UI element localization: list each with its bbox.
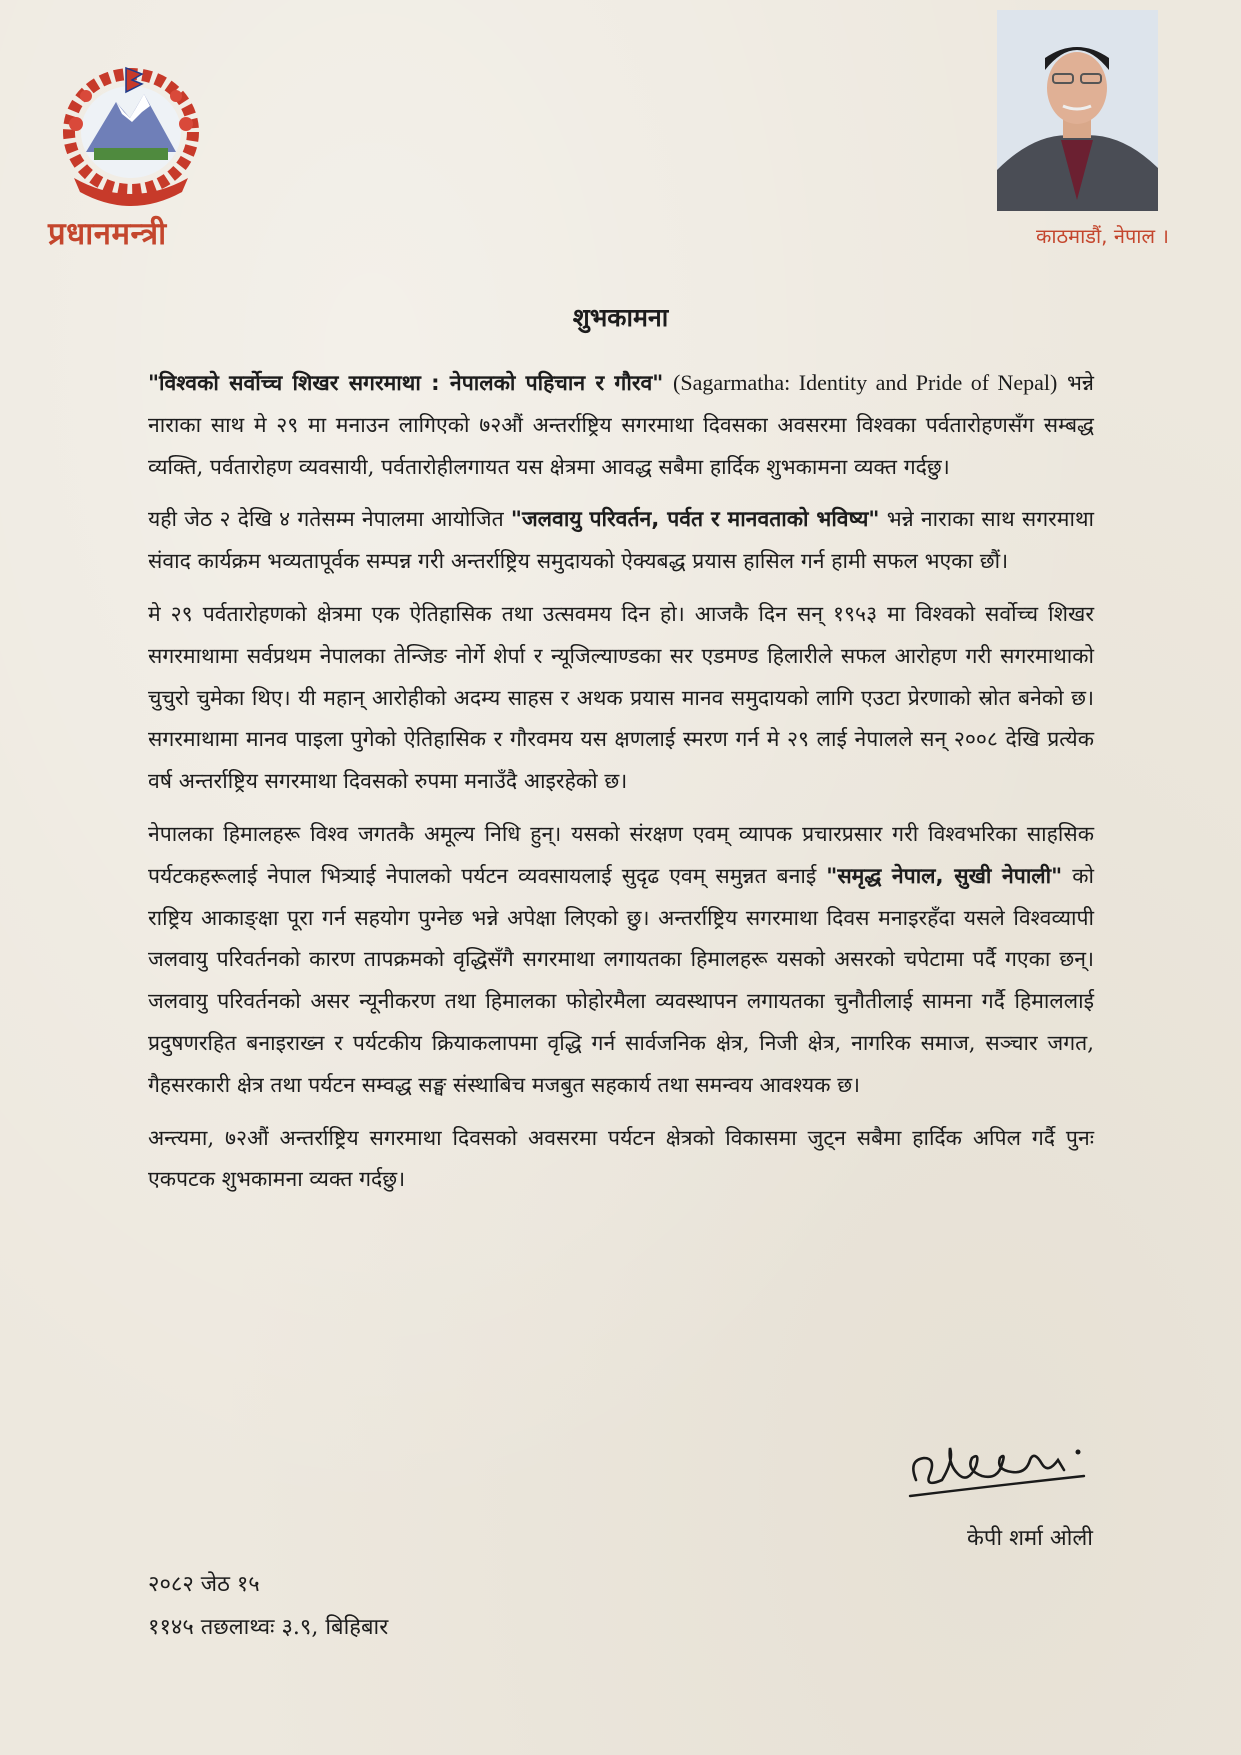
paragraph-1-text: भन्ने नाराका साथ मे २९ मा मनाउन लागिएको ७२औं अन्तर्राष्ट्रिय सगरमाथा दिवसका अवसरमा विश्वका पर्वतारोहणसँग सम्बद्ध व्यक्ति, पर्वतारोहण व्यवसायी, पर्वतारोहीलगायत यस क्षेत्रमा आवद्ध सबैमा हार्दिक शुभकामना व्यक्त गर्दछु। bbox=[148, 370, 1094, 479]
paragraph-4-lead: नेपालका हिमालहरू विश्व जगतकै अमूल्य निधि हुन्। यसको संरक्षण एवम् व्यापक प्रचारप्रसार गरी विश्वभरिका साहसिक पर्यटकहरूलाई नेपाल भित्र्याई नेपालको पर्यटन व्यवसायलाई सुदृढ एवम् समुन्नत बनाई bbox=[148, 820, 1094, 888]
slogan-quote-3: "समृद्ध नेपाल, सुखी नेपाली" bbox=[826, 862, 1063, 888]
page-title: शुभकामना bbox=[572, 303, 669, 332]
slogan-quote-2: "जलवायु परिवर्तन, पर्वत र मानवताको भविष्य" bbox=[510, 506, 880, 532]
date-nepal-sambat: ११४५ तछलाथ्वः ३.९, बिहिबार bbox=[148, 1615, 389, 1640]
prime-minister-portrait-icon bbox=[997, 10, 1158, 211]
paragraph-5 bbox=[148, 1117, 1094, 1201]
paragraph-2-lead: यही जेठ २ देखि ४ गतेसम्म नेपालमा आयोजित bbox=[148, 506, 504, 532]
office-title: प्रधानमन्त्री bbox=[48, 216, 167, 252]
nepal-coat-of-arms-icon bbox=[46, 60, 216, 210]
slogan-quote-1: "विश्वको सर्वोच्च शिखर सगरमाथा : नेपालको पहिचान र गौरव" bbox=[148, 370, 664, 395]
paragraph-2 bbox=[148, 498, 1094, 582]
paragraph-4 bbox=[148, 813, 1094, 1106]
paragraph-2-text: भन्ने नाराका साथ सगरमाथा संवाद कार्यक्रम भव्यतापूर्वक सम्पन्न गरी अन्तर्राष्ट्रिय समुदायको ऐक्यबद्ध प्रयास हासिल गर्न हामी सफल भएका छौं। bbox=[148, 506, 1094, 574]
location-label: काठमाडौं, नेपाल । bbox=[1035, 224, 1169, 248]
letter-body bbox=[148, 362, 1094, 1211]
paragraph-3 bbox=[148, 593, 1094, 802]
paragraph-5-text: अन्त्यमा, ७२औं अन्तर्राष्ट्रिय सगरमाथा दिवसको अवसरमा पर्यटन क्षेत्रको विकासमा जुट्न सबैमा हार्दिक अपिल गर्दै पुनः एकपटक शुभकामना व्यक्त गर्दछु। bbox=[148, 1124, 1094, 1192]
date-bikram-sambat: २०८२ जेठ १५ bbox=[148, 1572, 260, 1597]
signer-name: केपी शर्मा ओली bbox=[966, 1526, 1093, 1551]
paragraph-1 bbox=[148, 362, 1094, 487]
paragraph-4-text: को राष्ट्रिय आकाङ्क्षा पूरा गर्न सहयोग पुग्नेछ भन्ने अपेक्षा लिएको छु। अन्तर्राष्ट्रिय सगरमाथा दिवस मनाइरहँदा यसले विश्वव्यापी जलवायु परिवर्तनको कारण तापक्रमको वृद्धिसँगै सगरमाथा लगायतका हिमालहरू यसको असरको चपेटामा पर्दै गएका छन्। जलवायु परिवर्तनको असर न्यूनीकरण तथा हिमालका फोहोरमैला व्यवस्थापन लगायतका चुनौतीलाई सामना गर्दै हिमाललाई प्रदुषणरहित बनाइराख्न र पर्यटकीय क्रियाकलापमा वृद्धि गर्न सार्वजनिक क्षेत्र, निजी क्षेत्र, नागरिक समाज, सञ्चार जगत, गैहसरकारी क्षेत्र तथा पर्यटन सम्वद्ध सङ्घ संस्थाबिच मजबुत सहकार्य तथा समन्वय आवश्यक छ। bbox=[148, 862, 1094, 1097]
handwritten-signature-icon bbox=[902, 1430, 1092, 1515]
paragraph-3-text: मे २९ पर्वतारोहणको क्षेत्रमा एक ऐतिहासिक तथा उत्सवमय दिन हो। आजकै दिन सन् १९५३ मा विश्वको सर्वोच्च शिखर सगरमाथामा सर्वप्रथम नेपालका तेन्जिङ नोर्गे शेर्पा र न्यूजिल्याण्डका सर एडमण्ड हिलारीले सफल आरोहण गरी सगरमाथाको चुचुरो चुमेका थिए। यी महान् आरोहीको अदम्य साहस र अथक प्रयास मानव समुदायको लागि एउटा प्रेरणाको स्रोत बनेको छ। सगरमाथामा मानव पाइला पुगेको ऐतिहासिक र गौरवमय यस क्षणलाई स्मरण गर्न मे २९ लाई नेपालले सन् २००८ देखि प्रत्येक वर्ष अन्तर्राष्ट्रिय सगरमाथा दिवसको रुपमा मनाउँदै आइरहेको छ। bbox=[148, 600, 1094, 794]
english-slogan: (Sagarmatha: Identity and Pride of Nepal) bbox=[673, 370, 1058, 395]
